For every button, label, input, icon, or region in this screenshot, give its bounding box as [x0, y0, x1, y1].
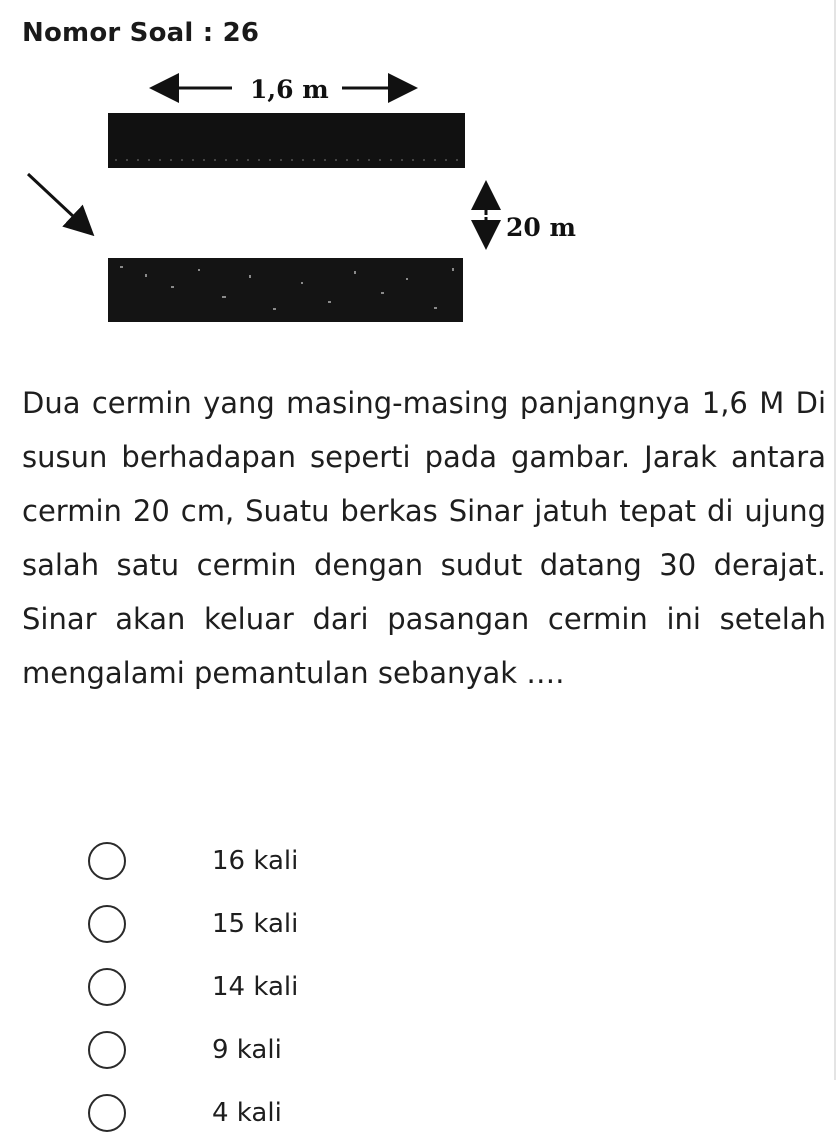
mirror-figure: [0, 60, 640, 330]
incident-ray-arrow: [28, 174, 90, 232]
option-5[interactable]: [88, 1094, 508, 1138]
radio-button[interactable]: [88, 905, 126, 943]
question-text: Dua cermin yang masing-masing panjangnya 1,6 M Di susun berhadapan seperti pada gambar. Jarak antara cermin 20 cm, Suatu berkas Sinar jatuh tepat di ujung salah satu cermin dengan sudut datang 30 derajat. Sinar akan keluar dari pasangan cermin ini setelah mengalami pemantulan sebanyak ….: [22, 386, 826, 690]
radio-button[interactable]: [88, 1094, 126, 1132]
question-number: Nomor Soal : 26: [22, 18, 260, 48]
option-label: 16 kali: [212, 846, 299, 876]
radio-button[interactable]: [88, 968, 126, 1006]
length-label: 1,6 m: [250, 75, 329, 104]
option-label: 14 kali: [212, 972, 299, 1002]
bottom-mirror: [108, 258, 463, 322]
option-label: 9 kali: [212, 1035, 282, 1065]
option-1[interactable]: [88, 842, 508, 886]
page-right-border: [834, 0, 836, 1080]
option-2[interactable]: [88, 905, 508, 949]
radio-button[interactable]: [88, 1031, 126, 1069]
top-mirror: [108, 113, 465, 168]
option-label: 4 kali: [212, 1098, 282, 1128]
distance-label: 20 m: [506, 213, 576, 242]
radio-button[interactable]: [88, 842, 126, 880]
option-label: 15 kali: [212, 909, 299, 939]
option-3[interactable]: [88, 968, 508, 1012]
option-4[interactable]: [88, 1031, 508, 1075]
